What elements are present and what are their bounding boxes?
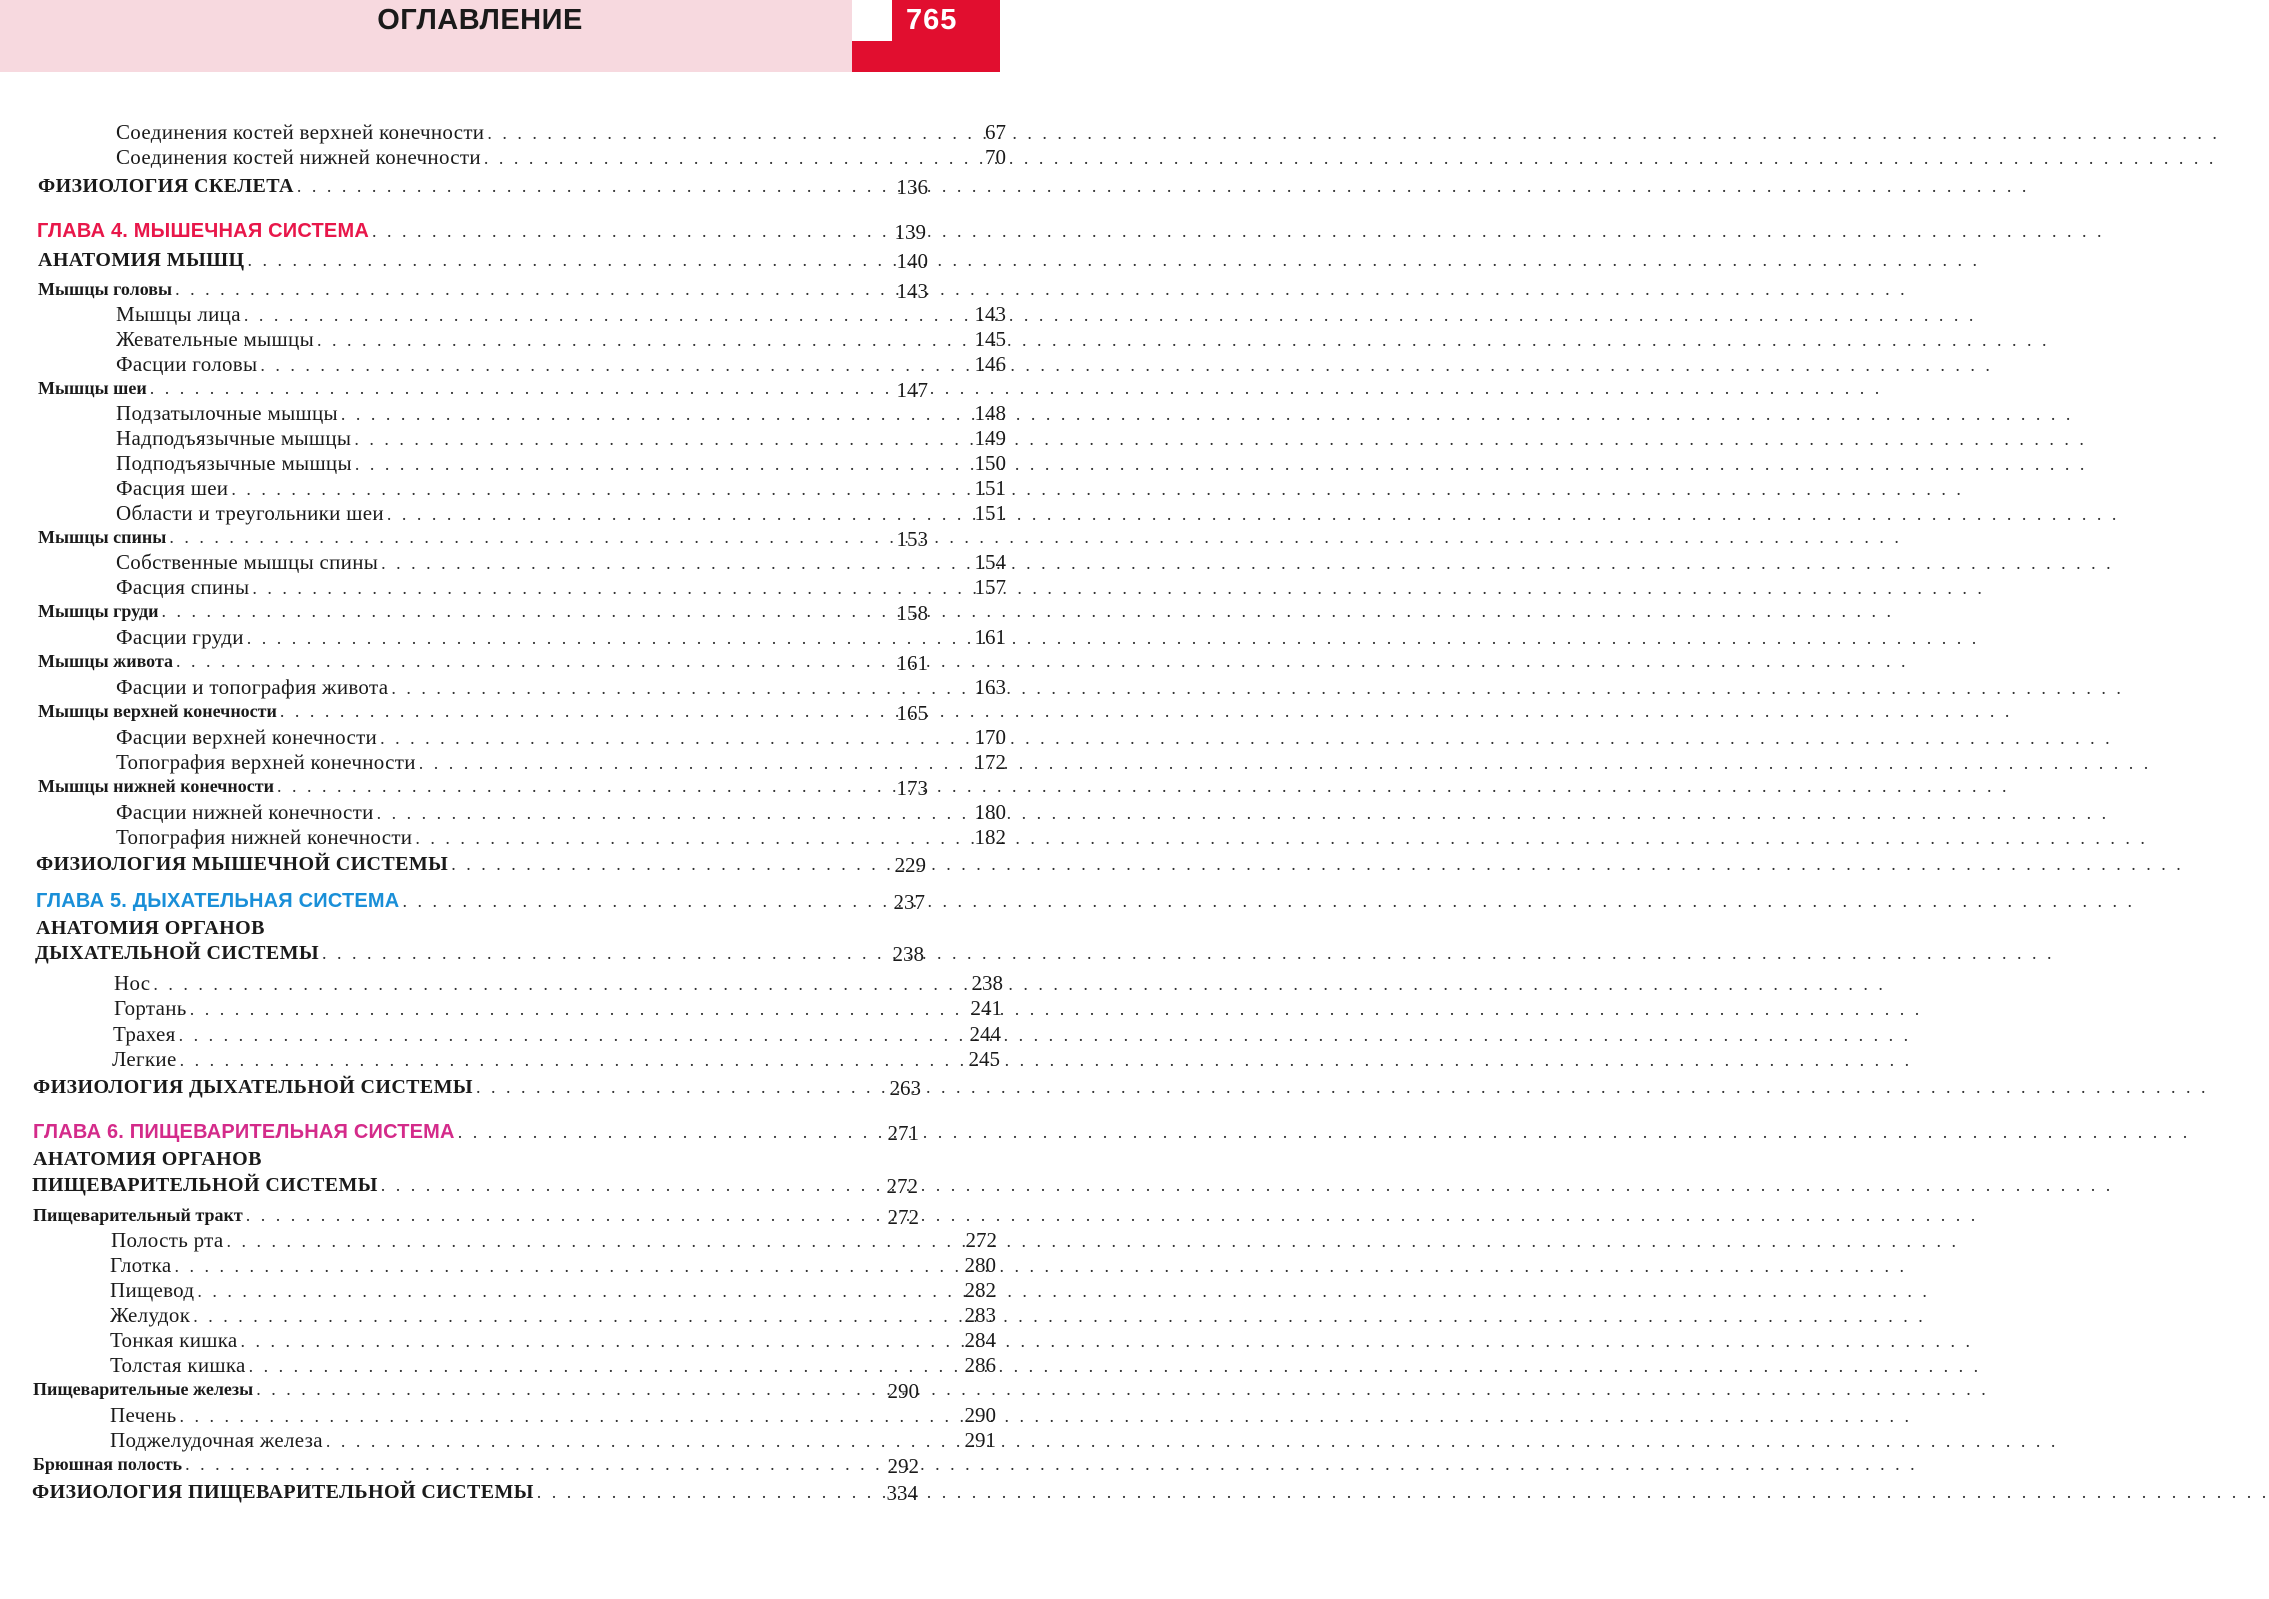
- dot-leader: [194, 1281, 1930, 1302]
- toc-entry[interactable]: [33, 1454, 919, 1478]
- toc-page: 237: [893, 890, 925, 914]
- toc-entry[interactable]: [32, 1481, 918, 1505]
- toc-entry[interactable]: [116, 352, 1006, 377]
- toc-label: Фасции головы: [116, 352, 258, 376]
- toc-label: Брюшная полость: [33, 1454, 183, 1474]
- dot-leader: [384, 504, 2120, 525]
- toc-page: 272: [965, 1228, 997, 1252]
- dot-leader: [172, 279, 1908, 300]
- toc-label: Фасции нижней конечности: [116, 800, 374, 824]
- toc-entry[interactable]: [38, 701, 928, 725]
- toc-entry[interactable]: [38, 279, 928, 303]
- toc-label: ФИЗИОЛОГИЯ ПИЩЕВАРИТЕЛЬНОЙ СИСТЕМЫ: [32, 1481, 534, 1503]
- toc-page: 180: [974, 800, 1006, 824]
- toc-label: Мышцы головы: [38, 279, 173, 299]
- toc-label: Мышцы верхней конечности: [38, 701, 277, 721]
- dot-leader: [378, 553, 2114, 574]
- toc-label: ФИЗИОЛОГИЯ СКЕЛЕТА: [38, 175, 294, 197]
- dot-leader: [147, 378, 1883, 399]
- toc-label: Трахея: [113, 1022, 176, 1046]
- toc-label: ГЛАВА 5. ДЫХАТЕЛЬНАЯ СИСТЕМА: [36, 890, 400, 912]
- toc-label: Гортань: [114, 996, 187, 1020]
- toc-page: 241: [970, 996, 1002, 1020]
- toc-label: Соединения костей нижней конечности: [116, 145, 481, 169]
- dot-leader: [294, 176, 2030, 197]
- toc-label: Собственные мышцы спины: [116, 550, 379, 574]
- toc-page: 172: [974, 750, 1006, 774]
- toc-page: 161: [896, 651, 928, 675]
- toc-entry[interactable]: [116, 625, 1006, 650]
- toc-entry[interactable]: [33, 1205, 919, 1229]
- toc-entry[interactable]: [33, 1379, 919, 1403]
- toc-label: Печень: [110, 1403, 177, 1427]
- toc-entry[interactable]: [33, 1076, 921, 1100]
- toc-entry[interactable]: [38, 378, 928, 402]
- toc-label: Пищевод: [110, 1278, 195, 1302]
- toc-page: 334: [886, 1481, 918, 1505]
- toc-entry[interactable]: [116, 800, 1006, 825]
- toc-label: Нос: [114, 971, 151, 995]
- dot-leader: [481, 148, 2217, 169]
- toc-page: 290: [887, 1379, 919, 1403]
- toc-page: 158: [896, 601, 928, 625]
- toc-page: 263: [889, 1076, 921, 1100]
- toc-page: 229: [894, 853, 926, 877]
- dot-leader: [455, 1122, 2191, 1143]
- toc-page: 150: [974, 451, 1006, 475]
- toc-entry[interactable]: [116, 426, 1006, 451]
- dot-leader: [534, 1482, 2269, 1503]
- dot-leader: [448, 854, 2184, 875]
- toc-heading-line: АНАТОМИЯ ОРГАНОВ: [33, 1148, 262, 1170]
- toc-entry[interactable]: [116, 451, 1006, 476]
- toc-page: 147: [896, 378, 928, 402]
- toc-label: Глотка: [110, 1253, 172, 1277]
- toc-page: 244: [969, 1022, 1001, 1046]
- toc-entry[interactable]: [116, 675, 1006, 700]
- toc-label: Мышцы лица: [116, 302, 241, 326]
- dot-leader: [182, 1454, 1918, 1475]
- toc-label: Тонкая кишка: [110, 1328, 238, 1352]
- toc-page: 151: [974, 501, 1006, 525]
- toc-page: 139: [894, 220, 926, 244]
- toc-entry[interactable]: [110, 1278, 996, 1303]
- toc-page: 173: [896, 776, 928, 800]
- dot-leader: [241, 305, 1977, 326]
- dot-leader: [244, 628, 1980, 649]
- toc-entry[interactable]: [112, 1047, 1000, 1072]
- toc-page: 151: [974, 476, 1006, 500]
- dot-leader: [246, 1356, 1982, 1377]
- toc-label: АНАТОМИЯ МЫШЦ: [38, 249, 245, 271]
- toc-label: Соединения костей верхней конечности: [116, 120, 485, 144]
- toc-label: Подзатылочные мышцы: [116, 401, 338, 425]
- toc-label: Мышцы шеи: [38, 378, 147, 398]
- toc-page: 238: [971, 971, 1003, 995]
- toc-entry[interactable]: [38, 651, 928, 675]
- dot-leader: [399, 891, 2135, 912]
- toc-page: 272: [887, 1205, 919, 1229]
- dot-leader: [412, 828, 2148, 849]
- toc-entry[interactable]: [110, 1253, 996, 1278]
- dot-leader: [177, 1050, 1913, 1071]
- toc-page: 67: [985, 120, 1006, 144]
- toc-label: ФИЗИОЛОГИЯ ДЫХАТЕЛЬНОЙ СИСТЕМЫ: [33, 1076, 473, 1098]
- toc-entry[interactable]: [38, 249, 928, 273]
- dot-leader: [319, 943, 2055, 964]
- toc-label: ФИЗИОЛОГИЯ МЫШЕЧНОЙ СИСТЕМЫ: [36, 853, 449, 875]
- toc-label: ГЛАВА 6. ПИЩЕВАРИТЕЛЬНАЯ СИСТЕМА: [33, 1121, 455, 1143]
- dot-leader: [224, 1231, 1960, 1252]
- dot-leader: [338, 404, 2074, 425]
- toc-label: Топография нижней конечности: [116, 825, 413, 849]
- toc-entry[interactable]: [116, 825, 1006, 850]
- toc-label: ДЫХАТЕЛЬНОЙ СИСТЕМЫ: [35, 942, 319, 964]
- toc-page: 290: [964, 1403, 996, 1427]
- dot-leader: [377, 728, 2113, 749]
- toc-page: 286: [964, 1353, 996, 1377]
- toc-page: 153: [896, 527, 928, 551]
- toc-entry[interactable]: [116, 476, 1006, 501]
- dot-leader: [238, 1331, 1974, 1352]
- dot-leader: [369, 221, 2105, 242]
- toc-entry[interactable]: [110, 1353, 996, 1378]
- dot-leader: [243, 1205, 1979, 1226]
- toc-page: 170: [974, 725, 1006, 749]
- toc-entry[interactable]: [116, 327, 1006, 352]
- toc-label: Топография верхней конечности: [116, 750, 416, 774]
- toc-label: Мышцы спины: [38, 527, 167, 547]
- toc-label: Подподъязычные мышцы: [116, 451, 352, 475]
- toc-entry[interactable]: [116, 725, 1006, 750]
- page-header: [0, 0, 1000, 72]
- toc-label: Фасции и топография живота: [116, 675, 389, 699]
- toc-entry[interactable]: [35, 942, 924, 966]
- dot-leader: [171, 1256, 1907, 1277]
- toc-entry[interactable]: [116, 145, 1006, 170]
- dot-leader: [176, 1025, 1912, 1046]
- dot-leader: [158, 601, 1894, 622]
- toc-page: 149: [974, 426, 1006, 450]
- toc-entry[interactable]: [38, 601, 928, 625]
- toc-entry[interactable]: [38, 776, 928, 800]
- dot-leader: [274, 776, 2010, 797]
- page-number-box: [852, 41, 1000, 72]
- toc-page: 272: [886, 1174, 918, 1198]
- dot-leader: [166, 527, 1902, 548]
- toc-page: 143: [974, 302, 1006, 326]
- toc-label: Фасции верхней конечности: [116, 725, 378, 749]
- dot-leader: [323, 1431, 2059, 1452]
- toc-label: Фасция шеи: [116, 476, 229, 500]
- toc-page: 292: [887, 1454, 919, 1478]
- toc-label: Мышцы живота: [38, 651, 174, 671]
- toc-page: 145: [974, 327, 1006, 351]
- dot-leader: [314, 330, 2050, 351]
- toc-page: 271: [887, 1121, 919, 1145]
- dot-leader: [378, 1175, 2114, 1196]
- dot-leader: [253, 1379, 1989, 1400]
- toc-page: 165: [896, 701, 928, 725]
- toc-label: Пищеварительный тракт: [33, 1205, 243, 1225]
- dot-leader: [374, 803, 2110, 824]
- dot-leader: [173, 651, 1909, 672]
- toc-page: 157: [974, 575, 1006, 599]
- toc-page: 245: [968, 1047, 1000, 1071]
- toc-entry[interactable]: [32, 1174, 918, 1198]
- toc-label: Надподъязычные мышцы: [116, 426, 352, 450]
- dot-leader: [257, 355, 1993, 376]
- page-number: 765: [906, 4, 958, 36]
- toc-entry[interactable]: [38, 527, 928, 551]
- toc-entry[interactable]: [114, 971, 1003, 996]
- toc-entry[interactable]: [114, 996, 1002, 1021]
- header-notch: [852, 0, 892, 41]
- toc-page: 161: [974, 625, 1006, 649]
- dot-leader: [190, 1306, 1926, 1327]
- toc-label: Полость рта: [111, 1228, 224, 1252]
- dot-leader: [277, 701, 2013, 722]
- toc-entry[interactable]: [116, 120, 1006, 145]
- toc-page: 163: [974, 675, 1006, 699]
- toc-entry[interactable]: [113, 1022, 1001, 1047]
- dot-leader: [484, 123, 2220, 144]
- toc-page: 148: [974, 401, 1006, 425]
- toc-entry[interactable]: [116, 575, 1006, 600]
- toc-label: ГЛАВА 4. МЫШЕЧНАЯ СИСТЕМА: [37, 220, 369, 242]
- toc-label: Области и треугольники шеи: [116, 501, 384, 525]
- dot-leader: [352, 454, 2088, 475]
- toc-entry[interactable]: [110, 1303, 996, 1328]
- toc-entry[interactable]: [116, 501, 1006, 526]
- toc-label: Толстая кишка: [110, 1353, 246, 1377]
- toc-entry[interactable]: [110, 1403, 996, 1428]
- toc-entry[interactable]: [36, 853, 926, 877]
- toc-label: Желудок: [110, 1303, 191, 1327]
- dot-leader: [176, 1406, 1912, 1427]
- toc-page: 146: [974, 352, 1006, 376]
- toc-page: 154: [974, 550, 1006, 574]
- toc-page: 140: [896, 249, 928, 273]
- toc-page: 70: [985, 145, 1006, 169]
- dot-leader: [416, 753, 2152, 774]
- toc-heading-line: АНАТОМИЯ ОРГАНОВ: [36, 917, 265, 939]
- toc-label: Пищеварительные железы: [33, 1379, 254, 1399]
- toc-label: Легкие: [112, 1047, 177, 1071]
- toc-entry[interactable]: [116, 302, 1006, 327]
- toc-entry[interactable]: [110, 1428, 996, 1453]
- toc-chapter[interactable]: [36, 890, 925, 914]
- dot-leader: [228, 479, 1964, 500]
- dot-leader: [187, 999, 1923, 1020]
- toc-entry[interactable]: [116, 401, 1006, 426]
- toc-chapter[interactable]: [37, 220, 926, 244]
- toc-label: Фасция спины: [116, 575, 250, 599]
- toc-label: Фасции груди: [116, 625, 244, 649]
- toc-entry[interactable]: [116, 750, 1006, 775]
- toc-entry[interactable]: [116, 550, 1006, 575]
- toc-page: 284: [964, 1328, 996, 1352]
- toc-label: Жевательные мышцы: [116, 327, 314, 351]
- toc-entry[interactable]: [111, 1228, 997, 1253]
- toc-label: Поджелудочная железа: [110, 1428, 323, 1452]
- toc-page: 280: [964, 1253, 996, 1277]
- toc-page: 283: [964, 1303, 996, 1327]
- toc-page: 182: [974, 825, 1006, 849]
- toc-label: Мышцы нижней конечности: [38, 776, 274, 796]
- toc-label: Мышцы груди: [38, 601, 159, 621]
- dot-leader: [388, 678, 2124, 699]
- header-title: ОГЛАВЛЕНИЕ: [377, 4, 583, 36]
- toc-page: 282: [964, 1278, 996, 1302]
- toc-page: 136: [896, 175, 928, 199]
- toc-chapter[interactable]: [33, 1121, 919, 1145]
- dot-leader: [244, 250, 1980, 271]
- dot-leader: [473, 1077, 2209, 1098]
- dot-leader: [351, 429, 2087, 450]
- dot-leader: [249, 578, 1985, 599]
- dot-leader: [150, 974, 1886, 995]
- toc-label: ПИЩЕВАРИТЕЛЬНОЙ СИСТЕМЫ: [32, 1174, 378, 1196]
- toc-entry[interactable]: [38, 175, 928, 199]
- toc-page: 291: [964, 1428, 996, 1452]
- toc-page: 143: [896, 279, 928, 303]
- toc-entry[interactable]: [110, 1328, 996, 1353]
- toc-page: 238: [892, 942, 924, 966]
